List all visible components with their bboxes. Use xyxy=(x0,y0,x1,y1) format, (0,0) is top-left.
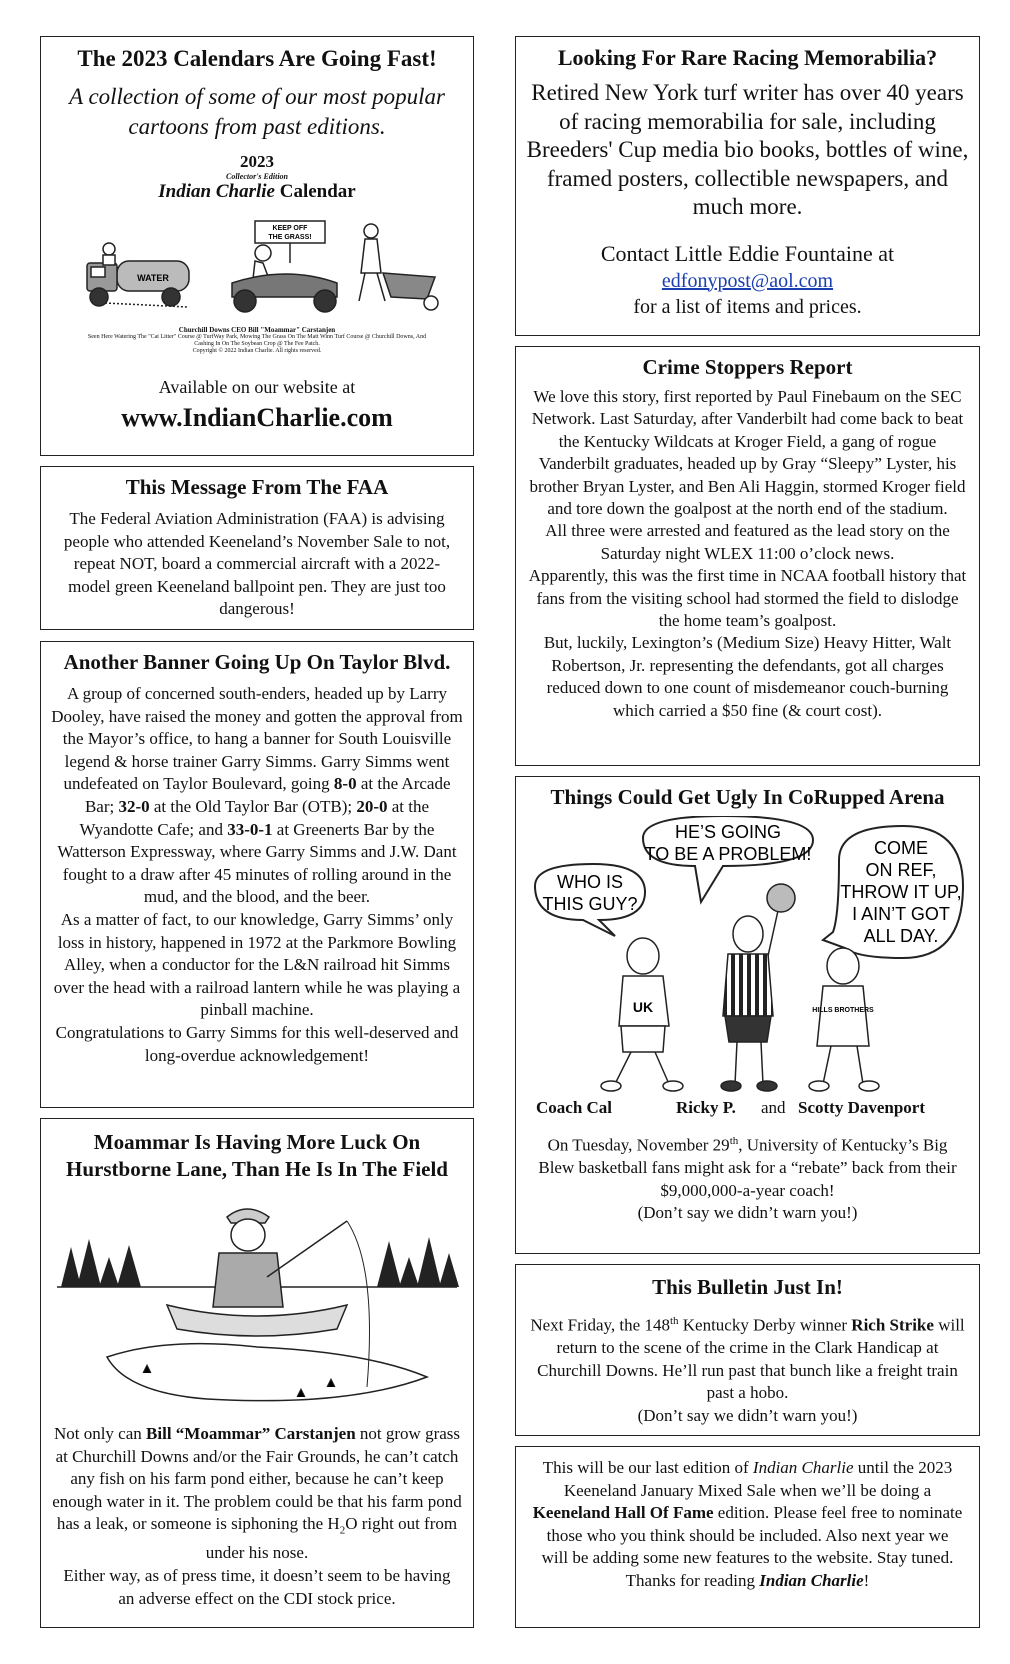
banner-record-3: 20-0 xyxy=(356,796,388,816)
arena-title: Things Could Get Ugly In CoRupped Arena xyxy=(550,785,945,809)
arena-box xyxy=(515,776,980,1254)
last-i1: Indian Charlie xyxy=(752,1458,854,1477)
arena-t1: On Tuesday, November 29 xyxy=(547,1135,730,1155)
banner-record-2: 32-0 xyxy=(118,796,150,816)
banner-t2: at the Old Taylor Bar (OTB); xyxy=(153,796,353,816)
calendar-box xyxy=(40,36,474,456)
moammar-box xyxy=(40,1118,474,1628)
bubble-2-line-1: HE’S GOING xyxy=(674,822,781,842)
grass-tufts-icon xyxy=(143,1365,335,1397)
memorabilia-tail: for a list of items and prices. xyxy=(633,295,862,318)
last-t3: edition. Please feel free to nominate those who you think should be included. Also next year we will be adding some new features to the website. Stay tuned. Thanks for reading xyxy=(541,1503,963,1590)
faa-text: The Federal Aviation Administration (FAA) is advising people who attended Keeneland’s November Sale to not, repeat NOT, board a commercial aircraft with a 2022-model green Keeneland ballpoint pen. They are just too dangerous! xyxy=(63,509,451,619)
bubble-1-line-1: WHO IS xyxy=(556,872,623,892)
calendar-art-edition: Collector's Edition xyxy=(225,172,288,181)
faa-title: This Message From The FAA xyxy=(125,475,389,499)
last-end: ! xyxy=(863,1570,870,1590)
banner-record-4: 33-0-1 xyxy=(227,819,273,839)
arena-cartoon xyxy=(523,816,973,1096)
bulletin-title: This Bulletin Just In! xyxy=(652,1275,843,1299)
moammar-name: Bill “Moammar” Carstanjen xyxy=(146,1424,356,1443)
banner-p1: A group of concerned south-enders, headed up by Larry Dooley, have raised the money and gotten the approval from the Mayor’s office, to hang a banner for South Louisville legend & horse trainer Garry Simms. Garry Simms went undefeated on Taylor Boulevard, going xyxy=(51,684,463,794)
moammar-paragraph-2: Either way, as of press time, it doesn’t seem to be having an adverse effect on the CDI stock price. xyxy=(63,1565,451,1608)
moammar-o: O xyxy=(345,1514,358,1534)
keep-off-sign-2: THE GRASS! xyxy=(268,234,312,241)
moammar-t1: Not only can xyxy=(53,1424,142,1443)
bubble-3-line-2: ON REF, xyxy=(864,860,937,880)
bulletin-horse: Rich Strike xyxy=(851,1315,934,1335)
bubble-2-line-2: TO BE A PROBLEM! xyxy=(644,844,811,864)
moammar-t2: not grow grass at Churchill Downs and/or the Fair Grounds, he can’t catch any fish on his farm pond either, because he can’t keep enough water in it. The problem could be that his farm pond has a leak, or someone is siphoning the xyxy=(52,1424,462,1534)
calendar-art-name-rest: Calendar xyxy=(279,181,356,202)
moammar-paragraph-1 xyxy=(51,1423,463,1565)
last-t1: This will be our last edition of xyxy=(542,1458,749,1477)
moammar-t3: right out from under his nose. xyxy=(205,1514,458,1563)
banner-record-1: 8-0 xyxy=(333,774,357,794)
calendar-art-year: 2023 xyxy=(240,152,274,171)
crime-title: Crime Stoppers Report xyxy=(642,355,853,379)
last-b1: Keeneland Hall Of Fame xyxy=(532,1503,714,1523)
crime-paragraph-2: All three were arrested and featured as the lead story on the Saturday night WLEX 11:00 o’clock news. xyxy=(545,521,950,563)
calendar-art-copyright: Copyright © 2022 Indian Charlie. All rights reserved. xyxy=(192,348,322,354)
moammar-sub: 2 xyxy=(339,1524,346,1537)
caption-and: and xyxy=(761,1098,786,1117)
calendar-art-name-italic: Indian Charlie xyxy=(158,181,275,202)
memorabilia-contact: Contact Little Eddie Fountaine at xyxy=(600,240,895,266)
crime-box xyxy=(515,346,980,766)
bubble-3-line-4: I AIN’T GOT xyxy=(851,904,950,924)
caption-scotty: Scotty Davenport xyxy=(798,1098,926,1117)
calendar-art-caption-1: Churchill Downs CEO Bill "Moammar" Carstanjen xyxy=(178,326,336,334)
calendar-illustration xyxy=(47,152,467,370)
bubble-3-line-3: THROW IT UP, xyxy=(839,882,962,902)
calendar-available: Available on our website at xyxy=(158,377,356,397)
banner-t3: at the Wyandotte Cafe; and xyxy=(79,796,430,839)
fishing-cartoon xyxy=(47,1187,467,1415)
calendar-cartoon xyxy=(47,203,467,323)
bulletin-warning: (Don’t say we didn’t warn you!) xyxy=(637,1406,858,1426)
bubble-1-line-2: THIS GUY? xyxy=(541,894,638,914)
referee-figure-icon xyxy=(721,884,795,1091)
crime-paragraph-3: Apparently, this was the first time in NCAA football history that fans from the visiting school had stormed the field to dislodge the home team’s goalpost. xyxy=(528,566,967,631)
banner-title: Another Banner Going Up On Taylor Blvd. xyxy=(63,650,451,674)
banner-paragraph-3: Congratulations to Garry Simms for this well-deserved and long-overdue acknowledgement! xyxy=(55,1022,459,1065)
arena-captions xyxy=(516,1098,979,1122)
calendar-title: The 2023 Calendars Are Going Fast! xyxy=(77,46,437,71)
arena-sup: th xyxy=(729,1135,739,1147)
calendar-art-caption-2: Seen Here Watering The "Cat Litter" Course @ TurfWay Park, Mowing The Grass On The Matt Winn Turf Course @ Churchill Downs, And Cashing In On The Soybean Crop @ The Fee Patch. xyxy=(87,334,427,347)
faa-box xyxy=(40,466,474,630)
memorabilia-box xyxy=(515,36,980,336)
caption-coach-cal: Coach Cal xyxy=(536,1098,613,1117)
last-t2: until the 2023 Keeneland January Mixed Sale when we’ll be doing a xyxy=(563,1458,953,1500)
bubble-3-line-1: COME xyxy=(873,838,928,858)
memorabilia-text: Retired New York turf writer has over 40 years of racing memorabilia for sale, including Breeders' Cup media bio books, bottles of wine, framed posters, collectible newspapers, and much more. xyxy=(526,80,969,219)
memorabilia-email-link[interactable]: edfonypost@aol.com xyxy=(661,269,834,292)
last-edition-paragraph xyxy=(532,1457,963,1593)
truck-label: WATER xyxy=(137,273,169,283)
last-bi: Indian Charlie xyxy=(759,1570,864,1590)
last-edition-box xyxy=(515,1446,980,1628)
calendar-art-name xyxy=(47,181,467,203)
banner-paragraph-1 xyxy=(51,683,463,909)
memorabilia-title: Looking For Rare Racing Memorabilia? xyxy=(557,45,938,70)
jersey-hills-label: HILLS BROTHERS xyxy=(811,1007,874,1014)
moammar-title: Moammar Is Having More Luck On Hurstborne Lane, Than He Is In The Field xyxy=(66,1130,448,1181)
arena-t2: , University of Kentucky’s Big Blew basketball fans might ask for a “rebate” back from their $9,000,000-a-year coach! xyxy=(538,1135,957,1200)
crime-paragraph-4: But, luckily, Lexington’s (Medium Size) Heavy Hitter, Walt Robertson, Jr. representing the defendants, got all charges reduced down to one count of misdemeanor couch-burning which carried a $50 fine (& court cost). xyxy=(543,633,952,720)
banner-box xyxy=(40,641,474,1108)
banner-t4: at Greenerts Bar by the Watterson Expressway, where Garry Simms and J.W. Dant fought to a draw after 45 minutes of rolling around in the mud, and the blood, and the beer. xyxy=(57,819,457,907)
wheelbarrow-icon xyxy=(359,224,438,310)
banner-paragraph-2: As a matter of fact, to our knowledge, Garry Simms’ only loss in history, happened in 1972 at the Parkmore Bowling Alley, when a conductor for the L&N railroad hit Simms over the head with a railroad lantern while he was playing a pinball machine. xyxy=(53,909,461,1020)
caption-ricky-p: Ricky P. xyxy=(676,1098,736,1117)
arena-warning: (Don’t say we didn’t warn you!) xyxy=(637,1203,858,1223)
jersey-uk-label: UK xyxy=(632,999,653,1015)
pond-outline-icon xyxy=(107,1344,427,1401)
banner-t1: at the Arcade Bar; xyxy=(84,774,451,816)
arena-paragraph xyxy=(528,1130,967,1202)
calendar-url[interactable]: www.IndianCharlie.com xyxy=(121,402,393,432)
scotty-figure-icon xyxy=(809,948,879,1091)
crime-paragraph-1: We love this story, first reported by Paul Finebaum on the SEC Network. Last Saturday, after Vanderbilt had come back to beat the Kentucky Wildcats at Kroger Field, a gang of rogue Vanderbilt graduates, headed up by Gray “Sleepy” Lyster, his brother Bryan Lyster, and Ben Ali Haggin, stormed Kroger field and tore down the goalpost at the north end of the stadium. xyxy=(529,387,966,519)
moammar-h: H xyxy=(327,1514,340,1534)
bulletin-paragraph xyxy=(530,1310,965,1405)
calendar-subtitle: A collection of some of our most popular cartoons from past editions. xyxy=(69,84,445,139)
bulletin-t3: will return to the scene of the crime in the Clark Handicap at Churchill Downs. He’ll run past that bunch like a freight train past a hobo. xyxy=(537,1315,965,1403)
bulletin-t2: Kentucky Derby winner xyxy=(682,1315,848,1335)
bulletin-sup: th xyxy=(669,1315,679,1327)
bulletin-box xyxy=(515,1264,980,1436)
bubble-3-line-5: ALL DAY. xyxy=(863,926,938,946)
bulletin-t1: Next Friday, the 148 xyxy=(530,1315,670,1335)
fisherman-icon xyxy=(167,1209,370,1387)
memorabilia-email-line xyxy=(516,268,979,294)
keep-off-sign: KEEP OFF xyxy=(272,225,308,232)
